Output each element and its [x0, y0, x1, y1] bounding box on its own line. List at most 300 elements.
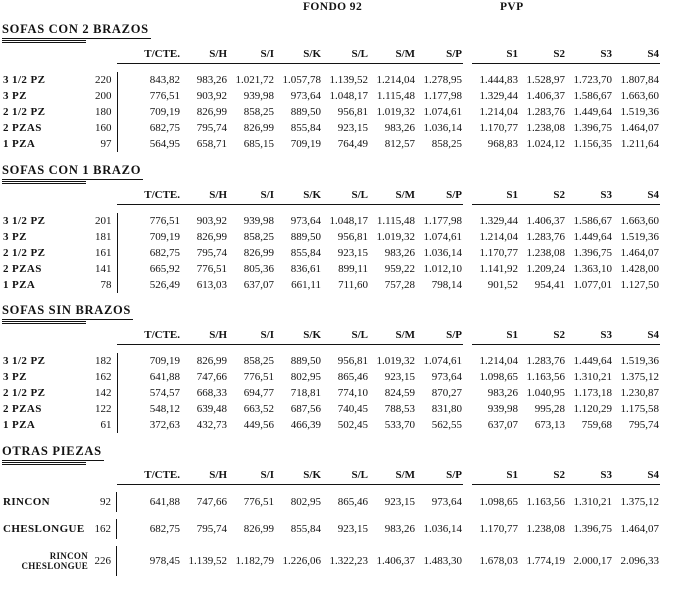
price-cell: 673,13: [534, 418, 565, 431]
column-group-gap: [463, 353, 472, 369]
price-cell: 973,64: [290, 214, 321, 227]
column-header: S/H: [181, 188, 228, 205]
price-cell: 694,77: [243, 386, 274, 399]
price-cell: 1.139,52: [188, 555, 227, 567]
price-cell: 533,70: [384, 418, 415, 431]
price-cell: 1.077,01: [573, 278, 612, 291]
row-size: 92: [91, 492, 117, 512]
table-row: [2, 353, 660, 369]
row-size: 97: [91, 136, 117, 152]
price-cell: 372,63: [149, 418, 180, 431]
price-cell: 1.115,48: [376, 89, 415, 102]
price-cell: 1.170,77: [479, 121, 518, 134]
price-cell: 1.214,04: [479, 105, 518, 118]
price-cell: 1.170,77: [479, 523, 518, 535]
table-row: [2, 369, 660, 385]
price-cell: 923,15: [384, 496, 415, 508]
price-cell: 812,57: [384, 137, 415, 150]
column-header: S1: [472, 47, 519, 64]
column-group-gap: [463, 229, 472, 245]
column-header-spacer: [91, 47, 117, 64]
column-header: S/M: [369, 468, 416, 485]
price-cell: 661,11: [291, 278, 321, 291]
price-cell: 1.139,52: [329, 73, 368, 86]
row-size: 220: [91, 72, 117, 88]
column-group-gap: [463, 88, 472, 104]
column-header: S/L: [322, 47, 369, 64]
row-label: 3 1/2 PZ: [3, 214, 46, 227]
column-group-gap: [463, 120, 472, 136]
price-cell: 889,50: [290, 105, 321, 118]
column-header: S/H: [181, 47, 228, 64]
column-header: T/CTE.: [117, 468, 181, 485]
price-cell: 1.182,79: [235, 555, 274, 567]
price-cell: 1.663,60: [620, 214, 659, 227]
double-rule: [2, 181, 86, 184]
row-label: 2 PZAS: [3, 121, 42, 134]
price-cell: 1.444,83: [479, 73, 518, 86]
price-cell: 1.036,14: [423, 523, 462, 535]
price-cell: 1.019,32: [376, 354, 415, 367]
row-size: 226: [91, 546, 117, 576]
price-cell: 983,26: [196, 73, 227, 86]
column-header: S/K: [275, 47, 322, 64]
price-cell: 1.127,50: [620, 278, 659, 291]
group-header-pvp: PVP: [500, 1, 524, 13]
column-header: S1: [472, 468, 519, 485]
price-cell: 1.098,65: [479, 370, 518, 383]
row-size: 201: [91, 213, 117, 229]
price-cell: 1.238,08: [526, 523, 565, 535]
price-cell: 2.000,17: [573, 555, 612, 567]
column-header: S1: [472, 328, 519, 345]
price-cell: 1.163,56: [526, 496, 565, 508]
price-cell: 1.586,67: [573, 214, 612, 227]
row-size: 200: [91, 88, 117, 104]
price-cell: 831,80: [431, 402, 462, 415]
price-cell: 1.528,97: [526, 73, 565, 86]
column-header-spacer: [2, 188, 91, 205]
price-cell: 757,28: [384, 278, 415, 291]
price-cell: 1.774,19: [526, 555, 565, 567]
price-cell: 663,52: [243, 402, 274, 415]
price-cell: 1.406,37: [526, 89, 565, 102]
price-cell: 1.057,78: [282, 73, 321, 86]
row-label: 3 PZ: [3, 230, 27, 243]
price-cell: 973,64: [290, 89, 321, 102]
price-cell: 1.483,30: [423, 555, 462, 567]
price-cell: 983,26: [384, 523, 415, 535]
column-header-spacer: [2, 328, 91, 345]
table-row: [2, 88, 660, 104]
column-header: S/I: [228, 188, 275, 205]
price-cell: 889,50: [290, 354, 321, 367]
price-cell: 826,99: [243, 121, 274, 134]
price-cell: 1.396,75: [573, 523, 612, 535]
price-cell: 1.464,07: [620, 523, 659, 535]
price-cell: 903,92: [196, 89, 227, 102]
row-size: 142: [91, 385, 117, 401]
row-label: 2 1/2 PZ: [3, 246, 46, 259]
column-group-gap: [463, 245, 472, 261]
price-cell: 805,36: [243, 262, 274, 275]
column-header: S3: [566, 468, 613, 485]
price-cell: 973,64: [431, 370, 462, 383]
price-cell: 939,98: [487, 402, 518, 415]
price-cell: 858,25: [243, 230, 274, 243]
section-sofas-sin-brazos: [2, 301, 660, 433]
column-group-gap: [463, 468, 472, 485]
price-cell: 502,45: [337, 418, 368, 431]
price-cell: 1.226,06: [282, 555, 321, 567]
table-row: [2, 277, 660, 293]
price-cell: 826,99: [196, 105, 227, 118]
row-size: 160: [91, 120, 117, 136]
price-cell: 1.036,14: [423, 246, 462, 259]
price-cell: 1.310,21: [573, 496, 612, 508]
price-cell: 798,14: [431, 278, 462, 291]
price-cell: 1.283,76: [526, 105, 565, 118]
row-label: 1 PZA: [3, 278, 36, 291]
column-group-gap: [463, 104, 472, 120]
price-cell: 795,74: [196, 121, 227, 134]
column-group-gap: [463, 546, 472, 576]
column-group-gap: [463, 369, 472, 385]
price-cell: 826,99: [243, 523, 274, 535]
price-cell: 1.156,35: [573, 137, 612, 150]
column-header: S4: [613, 328, 660, 345]
price-cell: 665,92: [149, 262, 180, 275]
table-row: [2, 136, 660, 152]
price-cell: 836,61: [290, 262, 321, 275]
price-cell: 682,75: [149, 121, 180, 134]
row-label: 1 PZA: [3, 137, 36, 150]
price-cell: 682,75: [149, 523, 180, 535]
price-cell: 432,73: [196, 418, 227, 431]
column-header: S/P: [416, 468, 463, 485]
column-header-row: [2, 328, 660, 345]
column-header: S/M: [369, 47, 416, 64]
price-cell: 858,25: [243, 354, 274, 367]
column-group-gap: [463, 385, 472, 401]
price-cell: 564,95: [149, 137, 180, 150]
price-cell: 709,19: [149, 105, 180, 118]
price-cell: 956,81: [337, 230, 368, 243]
table-row: [2, 546, 660, 576]
price-cell: 865,46: [337, 370, 368, 383]
price-cell: 658,71: [196, 137, 227, 150]
column-header: S/P: [416, 47, 463, 64]
price-cell: 954,41: [534, 278, 565, 291]
column-header-spacer: [2, 47, 91, 64]
price-cell: 1.519,36: [620, 230, 659, 243]
price-cell: 641,88: [149, 370, 180, 383]
row-label: RINCON CHESLONGUE: [21, 551, 88, 571]
table-row: [2, 104, 660, 120]
row-label: 3 PZ: [3, 370, 27, 383]
price-cell: 1.464,07: [620, 121, 659, 134]
price-cell: 1.406,37: [376, 555, 415, 567]
double-rule: [2, 321, 86, 324]
price-cell: 637,07: [487, 418, 518, 431]
section-title: SOFAS SIN BRAZOS: [2, 304, 133, 320]
price-cell: 1.170,77: [479, 246, 518, 259]
price-cell: 1.428,00: [620, 262, 659, 275]
price-cell: 1.283,76: [526, 230, 565, 243]
column-header: S3: [566, 188, 613, 205]
column-header: S2: [519, 328, 566, 345]
price-cell: 889,50: [290, 230, 321, 243]
price-cell: 795,74: [196, 523, 227, 535]
price-cell: 1.464,07: [620, 246, 659, 259]
price-cell: 1.173,18: [573, 386, 612, 399]
price-cell: 1.238,08: [526, 121, 565, 134]
column-header: S2: [519, 188, 566, 205]
group-header-fondo: FONDO 92: [303, 1, 363, 13]
column-header-spacer: [91, 188, 117, 205]
price-cell: 685,15: [243, 137, 274, 150]
column-header: S/K: [275, 328, 322, 345]
row-size: 180: [91, 104, 117, 120]
price-cell: 968,83: [487, 137, 518, 150]
price-table: [2, 47, 660, 152]
price-cell: 1.211,64: [620, 137, 659, 150]
price-cell: 1.019,32: [376, 105, 415, 118]
price-cell: 870,27: [431, 386, 462, 399]
price-cell: 526,49: [149, 278, 180, 291]
row-size: 162: [91, 369, 117, 385]
price-cell: 795,74: [628, 418, 659, 431]
row-label: 2 PZAS: [3, 262, 42, 275]
price-cell: 959,22: [384, 262, 415, 275]
price-cell: 776,51: [243, 496, 274, 508]
price-cell: 613,03: [196, 278, 227, 291]
price-cell: 824,59: [384, 386, 415, 399]
row-label: 2 PZAS: [3, 402, 42, 415]
price-cell: 1.396,75: [573, 121, 612, 134]
column-header: S/L: [322, 328, 369, 345]
column-header: S/I: [228, 47, 275, 64]
price-cell: 759,68: [581, 418, 612, 431]
column-header: S3: [566, 47, 613, 64]
column-header: S/L: [322, 188, 369, 205]
price-cell: 548,12: [149, 402, 180, 415]
table-row: [2, 417, 660, 433]
table-row: [2, 385, 660, 401]
price-cell: 1.449,64: [573, 354, 612, 367]
row-size: 141: [91, 261, 117, 277]
price-cell: 795,74: [196, 246, 227, 259]
price-cell: 641,88: [149, 496, 180, 508]
column-header: S/H: [181, 328, 228, 345]
price-cell: 903,92: [196, 214, 227, 227]
price-cell: 858,25: [243, 105, 274, 118]
price-cell: 956,81: [337, 105, 368, 118]
price-cell: 1.238,08: [526, 246, 565, 259]
price-cell: 449,56: [243, 418, 274, 431]
price-cell: 995,28: [534, 402, 565, 415]
column-header: S/I: [228, 328, 275, 345]
column-header: S/L: [322, 468, 369, 485]
price-cell: 1.375,12: [620, 370, 659, 383]
column-group-gap: [463, 47, 472, 64]
column-group-gap: [463, 401, 472, 417]
column-header: T/CTE.: [117, 188, 181, 205]
price-cell: 858,25: [431, 137, 462, 150]
row-label: 2 1/2 PZ: [3, 105, 46, 118]
price-cell: 776,51: [149, 89, 180, 102]
price-cell: 1.048,17: [329, 214, 368, 227]
price-cell: 983,26: [384, 246, 415, 259]
price-cell: 1.663,60: [620, 89, 659, 102]
price-cell: 1.375,12: [620, 496, 659, 508]
price-cell: 1.230,87: [620, 386, 659, 399]
price-cell: 1.177,98: [423, 89, 462, 102]
column-header: S/K: [275, 188, 322, 205]
column-header: S4: [613, 47, 660, 64]
price-cell: 1.120,29: [573, 402, 612, 415]
column-header: S/H: [181, 468, 228, 485]
price-table: [2, 461, 660, 583]
price-cell: 1.040,95: [526, 386, 565, 399]
section-title: SOFAS CON 1 BRAZO: [2, 164, 143, 180]
price-cell: 1.012,10: [423, 262, 462, 275]
section-sofas-con-1-brazo: [2, 161, 660, 293]
price-cell: 865,46: [337, 496, 368, 508]
price-cell: 843,82: [149, 73, 180, 86]
row-size: 122: [91, 401, 117, 417]
price-cell: 1.214,04: [376, 73, 415, 86]
column-header: S/I: [228, 468, 275, 485]
price-cell: 1.519,36: [620, 105, 659, 118]
table-row: [2, 519, 660, 539]
row-size: 182: [91, 353, 117, 369]
row-label: 3 PZ: [3, 89, 27, 102]
column-header: S/K: [275, 468, 322, 485]
price-cell: 1.115,48: [376, 214, 415, 227]
row-label: CHESLONGUE: [3, 523, 85, 535]
column-group-gap: [463, 417, 472, 433]
table-row: [2, 261, 660, 277]
price-cell: 1.175,58: [620, 402, 659, 415]
section-title: OTRAS PIEZAS: [2, 445, 104, 461]
price-cell: 1.406,37: [526, 214, 565, 227]
column-group-gap: [463, 492, 472, 512]
column-group-gap: [463, 261, 472, 277]
price-cell: 1.519,36: [620, 354, 659, 367]
price-cell: 639,48: [196, 402, 227, 415]
price-cell: 709,19: [290, 137, 321, 150]
price-cell: 687,56: [290, 402, 321, 415]
column-group-gap: [463, 328, 472, 345]
table-row: [2, 120, 660, 136]
price-cell: 1.074,61: [423, 354, 462, 367]
column-group-gap: [463, 72, 472, 88]
column-header: S2: [519, 468, 566, 485]
table-row: [2, 245, 660, 261]
row-size: 61: [91, 417, 117, 433]
price-cell: 1.074,61: [423, 105, 462, 118]
price-cell: 923,15: [384, 370, 415, 383]
price-cell: 1.586,67: [573, 89, 612, 102]
price-cell: 1.363,10: [573, 262, 612, 275]
price-cell: 923,15: [337, 121, 368, 134]
column-group-gap: [463, 188, 472, 205]
price-cell: 682,75: [149, 246, 180, 259]
price-cell: 718,81: [290, 386, 321, 399]
column-header-row: [2, 188, 660, 205]
column-group-gap: [463, 136, 472, 152]
price-cell: 939,98: [243, 89, 274, 102]
price-cell: 747,66: [196, 496, 227, 508]
price-cell: 826,99: [243, 246, 274, 259]
row-label: 2 1/2 PZ: [3, 386, 46, 399]
price-cell: 899,11: [338, 262, 368, 275]
price-cell: 1.322,23: [329, 555, 368, 567]
column-header-spacer: [91, 328, 117, 345]
price-cell: 1.723,70: [573, 73, 612, 86]
table-row: [2, 229, 660, 245]
price-cell: 1.019,32: [376, 230, 415, 243]
column-header: T/CTE.: [117, 47, 181, 64]
price-cell: 1.209,24: [526, 262, 565, 275]
row-label: 3 1/2 PZ: [3, 354, 46, 367]
column-header-row: [2, 468, 660, 485]
price-cell: 939,98: [243, 214, 274, 227]
row-size: 162: [91, 519, 117, 539]
price-cell: 802,95: [290, 496, 321, 508]
row-size: 161: [91, 245, 117, 261]
price-cell: 776,51: [243, 370, 274, 383]
price-cell: 1.177,98: [423, 214, 462, 227]
price-cell: 802,95: [290, 370, 321, 383]
price-cell: 1.141,92: [479, 262, 518, 275]
column-header: S/M: [369, 328, 416, 345]
column-group-gap: [463, 213, 472, 229]
price-table: [2, 188, 660, 293]
column-header: S1: [472, 188, 519, 205]
column-group-gap: [463, 519, 472, 539]
price-cell: 901,52: [487, 278, 518, 291]
price-cell: 1.098,65: [479, 496, 518, 508]
row-size: 78: [91, 277, 117, 293]
table-row: [2, 492, 660, 512]
price-cell: 2.096,33: [620, 555, 659, 567]
price-cell: 764,49: [337, 137, 368, 150]
price-cell: 776,51: [149, 214, 180, 227]
section-sofas-con-2-brazos: [2, 20, 660, 152]
price-cell: 855,84: [290, 121, 321, 134]
price-cell: 1.807,84: [620, 73, 659, 86]
column-header: S/P: [416, 188, 463, 205]
column-header: S2: [519, 47, 566, 64]
price-cell: 788,53: [384, 402, 415, 415]
column-header: S3: [566, 328, 613, 345]
price-cell: 956,81: [337, 354, 368, 367]
price-cell: 826,99: [196, 354, 227, 367]
table-row: [2, 72, 660, 88]
price-cell: 978,45: [149, 555, 180, 567]
price-cell: 709,19: [149, 230, 180, 243]
column-header: S/P: [416, 328, 463, 345]
section-otras-piezas: [2, 442, 660, 583]
row-label: RINCON: [3, 496, 51, 508]
column-group-gap: [463, 277, 472, 293]
column-header: T/CTE.: [117, 328, 181, 345]
price-cell: 923,15: [337, 523, 368, 535]
table-row: [2, 213, 660, 229]
price-cell: 1.036,14: [423, 121, 462, 134]
